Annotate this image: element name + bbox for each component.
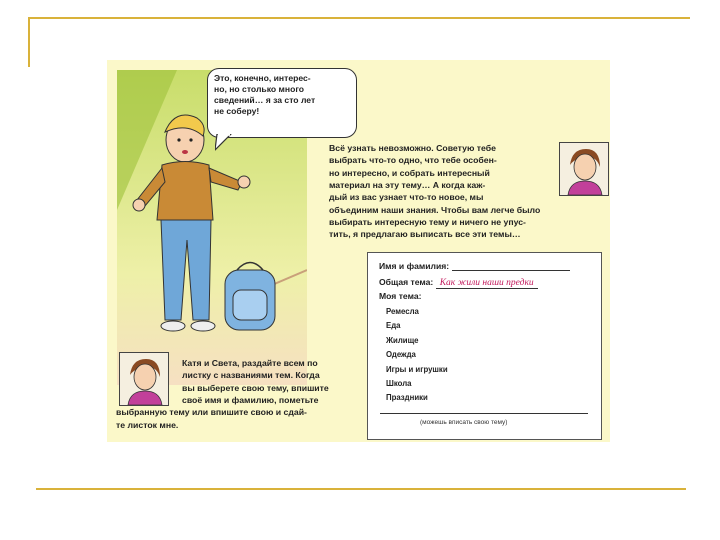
topic-item[interactable]: Одежда — [386, 350, 416, 360]
speech-bubble-tail — [215, 134, 235, 152]
general-topic-row — [379, 277, 538, 289]
teacher-portrait — [119, 352, 169, 406]
speech-bubble — [207, 68, 357, 138]
bubble-line: не соберу! — [214, 106, 260, 116]
topic-item[interactable]: Ремесла — [386, 307, 419, 316]
text-line: своё имя и фамилию, пометьте — [182, 395, 319, 406]
name-label: Имя и фамилия: — [379, 261, 450, 271]
text-line: те листок мне. — [116, 419, 179, 430]
text-line: Всё узнать невозможно. Советую тебе — [329, 143, 496, 153]
general-topic-label: Общая тема: — [379, 277, 434, 287]
slide-bottom-border — [36, 488, 686, 490]
text-line: объединим наши знания. Чтобы вам легче было — [329, 204, 541, 215]
bubble-line: но, но столько много — [214, 84, 305, 94]
topic-worksheet — [367, 252, 602, 440]
text-line: тить, я предлагаю выписать все эти темы… — [329, 229, 521, 240]
text-line: листку с названиями тем. Когда — [182, 370, 320, 381]
bubble-line: сведений… я за сто лет — [214, 95, 316, 105]
topic-item[interactable]: Жилище — [386, 335, 419, 345]
own-topic-input-line[interactable] — [380, 413, 588, 414]
text-line: Катя и Света, раздайте всем по — [182, 358, 318, 368]
topic-item[interactable]: Еда — [386, 321, 401, 331]
slide-top-border — [28, 17, 690, 19]
slide-left-border — [28, 17, 30, 67]
bubble-line: Это, конечно, интерес- — [214, 73, 311, 83]
teacher-portrait — [559, 142, 609, 196]
own-topic-caption: (можешь вписать свою тему) — [420, 419, 508, 426]
name-row — [379, 261, 570, 271]
general-topic-value: Как жили наши предки — [436, 278, 538, 289]
text-line: дый из вас узнает что-то новое, мы — [329, 192, 484, 203]
topic-item[interactable]: Игры и игрушки — [386, 364, 448, 374]
teacher-paragraph — [329, 142, 569, 241]
text-line: выбрать что-то одно, что тебе особен- — [329, 155, 497, 166]
textbook-page — [107, 60, 610, 442]
text-line: но интересно, и собрать интересный — [329, 167, 490, 178]
instruction-paragraph — [116, 357, 362, 431]
topic-item[interactable]: Школа — [386, 379, 412, 389]
text-line: выбранную тему или впишите свою и сдай- — [116, 407, 307, 418]
text-line: выбирать интересную тему и ничего не упус- — [329, 217, 526, 228]
my-topic-label: Моя тема: — [379, 291, 422, 301]
text-line: вы выберете свою тему, впишите — [182, 382, 329, 393]
topic-list — [386, 305, 448, 406]
topic-item[interactable]: Праздники — [386, 393, 428, 403]
text-line: материал на эту тему… А когда каж- — [329, 180, 486, 191]
name-input-line[interactable] — [452, 261, 570, 271]
